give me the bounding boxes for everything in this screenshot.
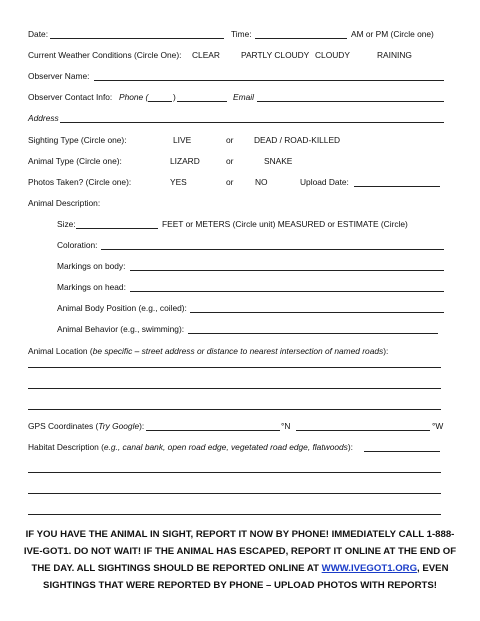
coloration-label: Coloration: [57, 240, 98, 250]
habitat-label: Habitat Description (e.g., canal bank, open road edge, vegetated road edge, flatwoods): [28, 442, 353, 452]
email-label: Email [233, 92, 254, 102]
animal-option-snake[interactable]: SNAKE [264, 156, 293, 166]
body-position-label: Animal Body Position (e.g., coiled): [57, 303, 187, 313]
animal-option-lizard[interactable]: LIZARD [170, 156, 200, 166]
habitat-hint: e.g., canal bank, open road edge, vegetated road edge, flatwoods [103, 442, 348, 452]
photos-label: Photos Taken? (Circle one): [28, 177, 132, 187]
location-field-line-3[interactable] [28, 409, 441, 410]
or-text: or [226, 156, 234, 166]
or-text: or [226, 177, 234, 187]
email-field[interactable] [257, 101, 444, 102]
habitat-field-inline[interactable] [364, 451, 440, 452]
sighting-type-label: Sighting Type (Circle one): [28, 135, 127, 145]
address-label: Address [28, 113, 59, 123]
photos-option-no[interactable]: NO [255, 177, 268, 187]
weather-option-raining[interactable]: RAINING [377, 50, 412, 60]
am-pm-options[interactable]: AM or PM (Circle one) [351, 29, 434, 39]
size-label: Size: [57, 219, 76, 229]
habitat-field-line-3[interactable] [28, 514, 441, 515]
phone-paren: ) [173, 92, 176, 102]
behavior-field[interactable] [188, 333, 438, 334]
weather-option-clear[interactable]: CLEAR [192, 50, 220, 60]
location-hint: be specific – street address or distance to nearest intersection of named roads [92, 346, 384, 356]
gps-w-unit: °W [432, 421, 444, 431]
size-units[interactable]: FEET or METERS (Circle unit) MEASURED or ESTIMATE (Circle) [162, 219, 408, 229]
sighting-option-live[interactable]: LIVE [173, 135, 192, 145]
photos-option-yes[interactable]: YES [170, 177, 187, 187]
markings-head-field[interactable] [130, 291, 444, 292]
or-text: or [226, 135, 234, 145]
gps-west-field[interactable] [296, 430, 430, 431]
markings-body-field[interactable] [130, 270, 444, 271]
behavior-label: Animal Behavior (e.g., swimming): [57, 324, 185, 334]
animal-description-label: Animal Description: [28, 198, 101, 208]
address-field[interactable] [60, 122, 444, 123]
upload-date-label: Upload Date: [300, 177, 349, 187]
animal-type-label: Animal Type (Circle one): [28, 156, 122, 166]
markings-head-label: Markings on head: [57, 282, 126, 292]
gps-north-field[interactable] [146, 430, 280, 431]
phone-area-code-field[interactable] [148, 101, 172, 102]
sighting-option-dead[interactable]: DEAD / ROAD-KILLED [254, 135, 341, 145]
weather-option-cloudy[interactable]: CLOUDY [315, 50, 350, 60]
time-field[interactable] [255, 38, 347, 39]
location-field-line-2[interactable] [28, 388, 441, 389]
coloration-field[interactable] [101, 249, 444, 250]
weather-option-partly-cloudy[interactable]: PARTLY CLOUDY [241, 50, 310, 60]
time-label: Time: [231, 29, 252, 39]
gps-label: GPS Coordinates (Try Google): [28, 421, 145, 431]
markings-body-label: Markings on body: [57, 261, 126, 271]
habitat-field-line-1[interactable] [28, 472, 441, 473]
location-label: Animal Location (be specific – street address or distance to nearest intersection of named roads): [28, 346, 389, 356]
date-label: Date: [28, 29, 49, 39]
upload-date-field[interactable] [354, 186, 440, 187]
report-website-link[interactable]: WWW.IVEGOT1.ORG [321, 563, 418, 574]
gps-n-unit: °N [281, 421, 291, 431]
location-field-line-1[interactable] [28, 367, 441, 368]
observer-name-label: Observer Name: [28, 71, 90, 81]
observer-name-field[interactable] [94, 80, 444, 81]
report-notice: IF YOU HAVE THE ANIMAL IN SIGHT, REPORT IT NOW BY PHONE! IMMEDIATELY CALL 1-888-IVE-GOT1. DO NOT WAIT! IF THE ANIMAL HAS ESCAPED, REPORT IT ONLINE AT THE END OF THE DAY. ALL SIGHTINGS SHOULD BE REPORTED ONLINE AT WWW.IVEGOT1.ORG, EVEN SIGHTINGS THAT WERE REPORTED BY PHONE – UPLOAD PHOTOS WITH REPORTS! [23, 529, 457, 591]
contact-label: Observer Contact Info: [28, 92, 113, 102]
gps-hint: Try Google [98, 421, 140, 431]
weather-label: Current Weather Conditions (Circle One): [28, 50, 182, 60]
phone-number-field[interactable] [177, 101, 227, 102]
size-field[interactable] [76, 228, 158, 229]
body-position-field[interactable] [190, 312, 444, 313]
habitat-field-line-2[interactable] [28, 493, 441, 494]
date-field[interactable] [50, 38, 224, 39]
phone-label: Phone ( [119, 92, 149, 102]
